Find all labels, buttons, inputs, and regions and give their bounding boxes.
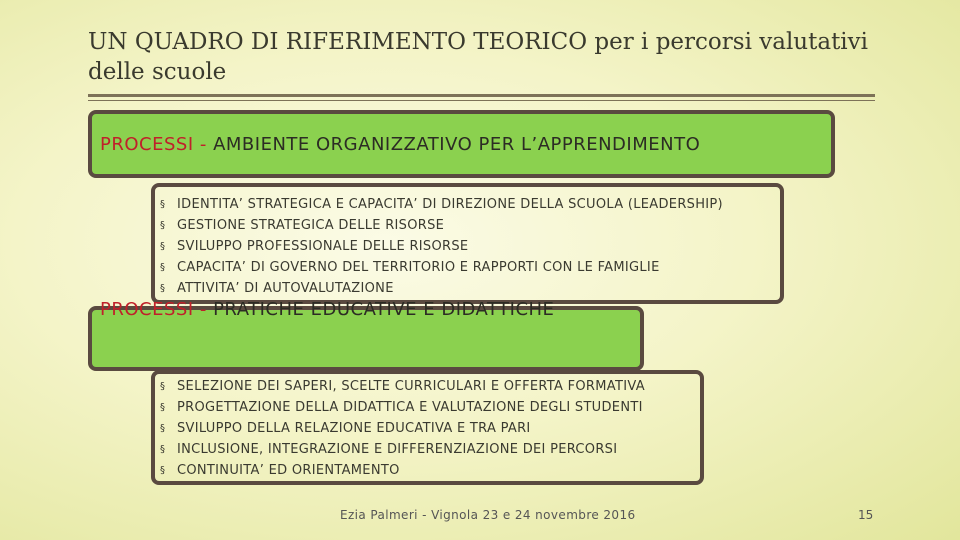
list-item-text: CONTINUITA’ ED ORIENTAMENTO (177, 463, 400, 478)
list-item-text: CAPACITA’ DI GOVERNO DEL TERRITORIO E RAPPORTI CON LE FAMIGLIE (177, 260, 660, 275)
list-item-text: ATTIVITA’ DI AUTOVALUTAZIONE (177, 281, 394, 296)
bullet-icon: § (160, 465, 166, 476)
list-item (160, 397, 700, 418)
section1-heading (100, 133, 830, 157)
list-item-text: INCLUSIONE, INTEGRAZIONE E DIFFERENZIAZIONE DEI PERCORSI (177, 442, 618, 457)
section1-heading-main: AMBIENTE ORGANIZZATIVO PER L’APPRENDIMENTO (213, 134, 701, 155)
section1-list (160, 194, 778, 299)
slide-title: UN QUADRO DI RIFERIMENTO TEORICO per i percorsi valutativi delle scuole (88, 29, 869, 85)
section2-heading (100, 298, 630, 322)
bullet-icon: § (160, 444, 166, 455)
title-divider-thin (88, 100, 875, 101)
bullet-icon: § (160, 283, 166, 294)
list-item (160, 460, 700, 481)
list-item-text: IDENTITA’ STRATEGICA E CAPACITA’ DI DIREZIONE DELLA SCUOLA (LEADERSHIP) (177, 197, 723, 212)
list-item (160, 376, 700, 397)
bullet-icon: § (160, 199, 166, 210)
page-number: 15 (858, 508, 874, 522)
section1-heading-prefix: PROCESSI - (100, 134, 214, 155)
list-item (160, 257, 778, 278)
list-item-text: SVILUPPO PROFESSIONALE DELLE RISORSE (177, 239, 469, 254)
list-item (160, 194, 778, 215)
bullet-icon: § (160, 220, 166, 231)
list-item (160, 278, 778, 299)
list-item-text: GESTIONE STRATEGICA DELLE RISORSE (177, 218, 445, 233)
section2-list (160, 376, 700, 481)
list-item (160, 418, 700, 439)
list-item-text: SELEZIONE DEI SAPERI, SCELTE CURRICULARI E OFFERTA FORMATIVA (177, 379, 645, 394)
slide-footer: Ezia Palmeri - Vignola 23 e 24 novembre 2016 (340, 508, 636, 522)
title-divider-thick (88, 94, 875, 97)
bullet-icon: § (160, 262, 166, 273)
bullet-icon: § (160, 423, 166, 434)
list-item-text: SVILUPPO DELLA RELAZIONE EDUCATIVA E TRA PARI (177, 421, 531, 436)
list-item (160, 236, 778, 257)
list-item (160, 439, 700, 460)
section2-heading-main: PRATICHE EDUCATIVE E DIDATTICHE (213, 299, 555, 320)
list-item-text: PROGETTAZIONE DELLA DIDATTICA E VALUTAZIONE DEGLI STUDENTI (177, 400, 643, 415)
bullet-icon: § (160, 381, 166, 392)
bullet-icon: § (160, 241, 166, 252)
section2-heading-prefix: PROCESSI - (100, 299, 214, 320)
list-item (160, 215, 778, 236)
bullet-icon: § (160, 402, 166, 413)
